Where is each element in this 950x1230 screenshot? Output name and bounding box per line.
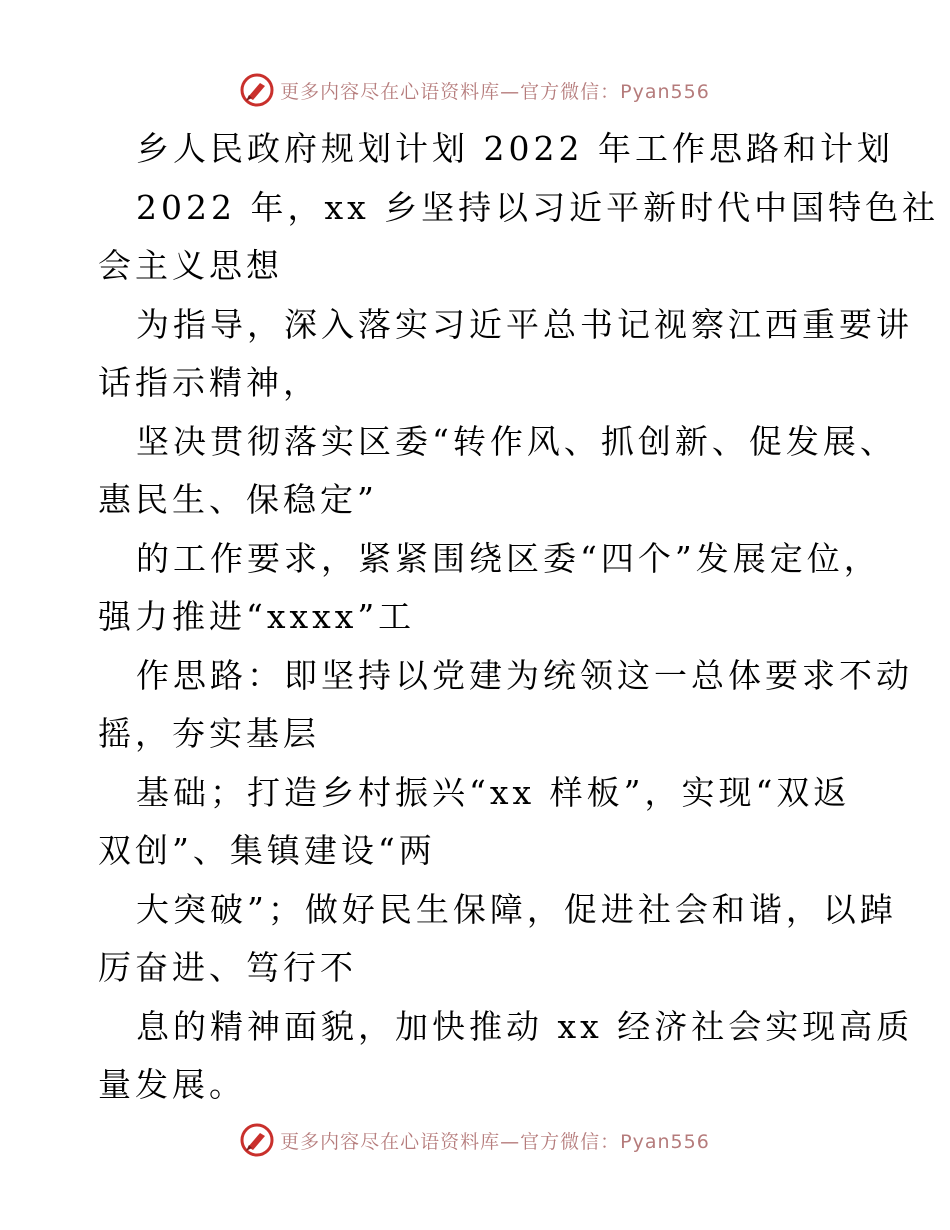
footer-banner-text: 更多内容尽在心语资料库—官方微信：Pyan556	[280, 1130, 710, 1153]
paragraph-line: 坚决贯彻落实区委“转作风、抓创新、促发展、	[136, 421, 897, 461]
paragraph-line: 摇，夯实基层	[98, 714, 320, 753]
footer-banner	[0, 1120, 950, 1160]
paragraph-line: 话指示精神，	[98, 363, 320, 402]
paragraph-line: 惠民生、保稳定”	[98, 480, 378, 519]
paragraph-line: 量发展。	[98, 1065, 246, 1104]
paragraph-line: 大突破”；做好民生保障，促进社会和谐，以踔	[136, 889, 897, 929]
paragraph-line: 双创”、集镇建设“两	[98, 831, 436, 870]
paragraph-line: 息的精神面貌，加快推动 xx 经济社会实现高质	[136, 1006, 914, 1046]
header-banner	[0, 70, 950, 110]
paragraph-line: 的工作要求，紧紧围绕区委“四个”发展定位，	[136, 538, 881, 578]
header-banner-text: 更多内容尽在心语资料库—官方微信：Pyan556	[280, 80, 710, 103]
paragraph-line: 强力推进“xxxx”工	[98, 597, 416, 636]
paragraph-line: 会主义思想	[98, 246, 283, 285]
document-body	[98, 120, 940, 1115]
paragraph-line: 基础；打造乡村振兴“xx 样板”，实现“双返	[136, 772, 851, 812]
paragraph-line: 作思路：即坚持以党建为统领这一总体要求不动	[136, 655, 913, 695]
paragraph-line: 2022 年，xx 乡坚持以习近平新时代中国特色社	[136, 187, 940, 227]
paragraph-line: 为指导，深入落实习近平总书记视察江西重要讲	[136, 304, 913, 344]
pen-nib-logo-icon	[240, 1123, 274, 1157]
document-title: 乡人民政府规划计划 2022 年工作思路和计划	[136, 129, 894, 168]
paragraph-line: 厉奋进、笃行不	[98, 948, 357, 987]
pen-nib-logo-icon	[240, 73, 274, 107]
